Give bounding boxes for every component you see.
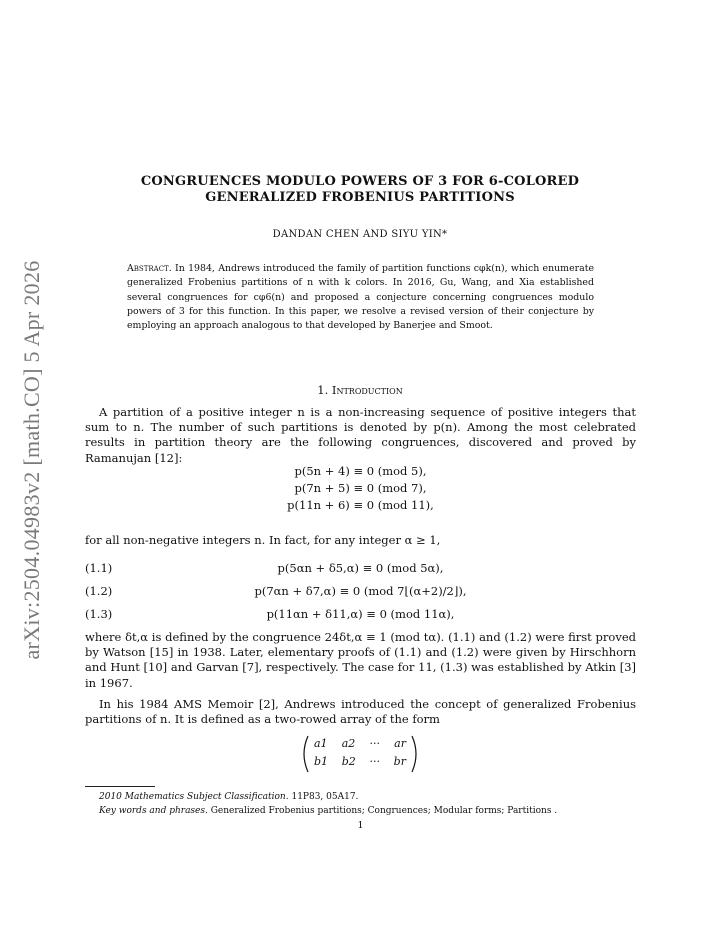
array-cell: b2 <box>341 755 356 768</box>
section-number: 1. <box>317 383 329 397</box>
array-cell: a2 <box>341 737 356 750</box>
numbered-equations <box>85 557 636 626</box>
equation-number: (1.2) <box>85 584 113 598</box>
ramanujan-congruences <box>85 463 636 514</box>
footnote-rule <box>85 786 155 787</box>
paragraph-2: for all non-negative integers n. In fact, for any integer α ≥ 1, <box>85 533 441 547</box>
array-cell: br <box>393 755 406 768</box>
abstract-text: In 1984, Andrews introduced the family of partition functions cφk(n), which enumerate generalized Frobenius partitions of n with k colors. In 2016, Gu, Wang, and Xia established several congruences for cφ6(n) and proposed a conjecture concerning congruences modulo powers of 3 for this function. In this paper, we resolve a revised version of their conjecture by employing an approach analogous to that developed by Banerjee and Smoot. <box>127 263 595 332</box>
paragraph-3: where δt,α is defined by the congruence 24δt,α ≡ 1 (mod tα). (1.1) and (1.2) were first proved by Watson [15] in 1938. Later, elementary proofs of (1.1) and (1.2) were given by Hirschhorn and Hunt [10] and Garvan [7], respectively. The case for 11, (1.3) was established by Atkin [3] in 1967. <box>85 630 636 690</box>
array-cell: ··· <box>369 737 380 750</box>
array-cell: ar <box>394 737 406 750</box>
abstract-label: Abstract. <box>127 263 172 274</box>
abstract <box>127 262 594 333</box>
paper-title <box>85 174 635 206</box>
footnote-msc <box>99 790 659 804</box>
section-title: Introduction <box>331 383 403 397</box>
frobenius-array <box>300 734 420 774</box>
msc-label: 2010 Mathematics Subject Classification. <box>99 792 289 802</box>
page-number: 1 <box>357 820 364 831</box>
equation-number: (1.1) <box>85 561 113 575</box>
array-cell: ··· <box>369 755 380 768</box>
authors: DANDAN CHEN AND SIYU YIN* <box>272 229 448 240</box>
title-line-1: CONGRUENCES MODULO POWERS OF 3 FOR 6-COLORED <box>140 174 580 189</box>
array-cell: b1 <box>314 755 329 768</box>
msc-value: 11P83, 05A17. <box>291 792 359 802</box>
keywords-value: Generalized Frobenius partitions; Congruences; Modular forms; Partitions . <box>210 806 558 816</box>
equation: p(11n + 6) ≡ 0 (mod 11), <box>287 498 434 512</box>
equation: p(5αn + δ5,α) ≡ 0 (mod 5α), <box>277 561 444 575</box>
array-cell: a1 <box>314 737 328 750</box>
section-heading <box>85 383 635 397</box>
equation: p(7αn + δ7,α) ≡ 0 (mod 7⌊(α+2)/2⌋), <box>254 584 467 598</box>
paragraph-4: In his 1984 AMS Memoir [2], Andrews introduced the concept of generalized Frobenius partitions of n. It is defined as a two-rowed array of the form <box>85 697 636 727</box>
equation: p(5n + 4) ≡ 0 (mod 5), <box>294 464 427 478</box>
equation-number: (1.3) <box>85 607 113 621</box>
arxiv-stamp: arXiv:2504.04983v2 [math.CO] 5 Apr 2026 <box>19 260 44 660</box>
paragraph-1: A partition of a positive integer n is a non-increasing sequence of positive integers that sum to n. The number of such partitions is denoted by p(n). Among the most celebrated results in partition theory are the following congruences, discovered and proved by Ramanujan [12]: <box>85 405 636 465</box>
keywords-label: Key words and phrases. <box>99 806 208 816</box>
title-line-2: GENERALIZED FROBENIUS PARTITIONS <box>205 190 515 205</box>
equation: p(11αn + δ11,α) ≡ 0 (mod 11α), <box>266 607 455 621</box>
footnote-keywords <box>99 804 659 818</box>
equation: p(7n + 5) ≡ 0 (mod 7), <box>294 481 427 495</box>
